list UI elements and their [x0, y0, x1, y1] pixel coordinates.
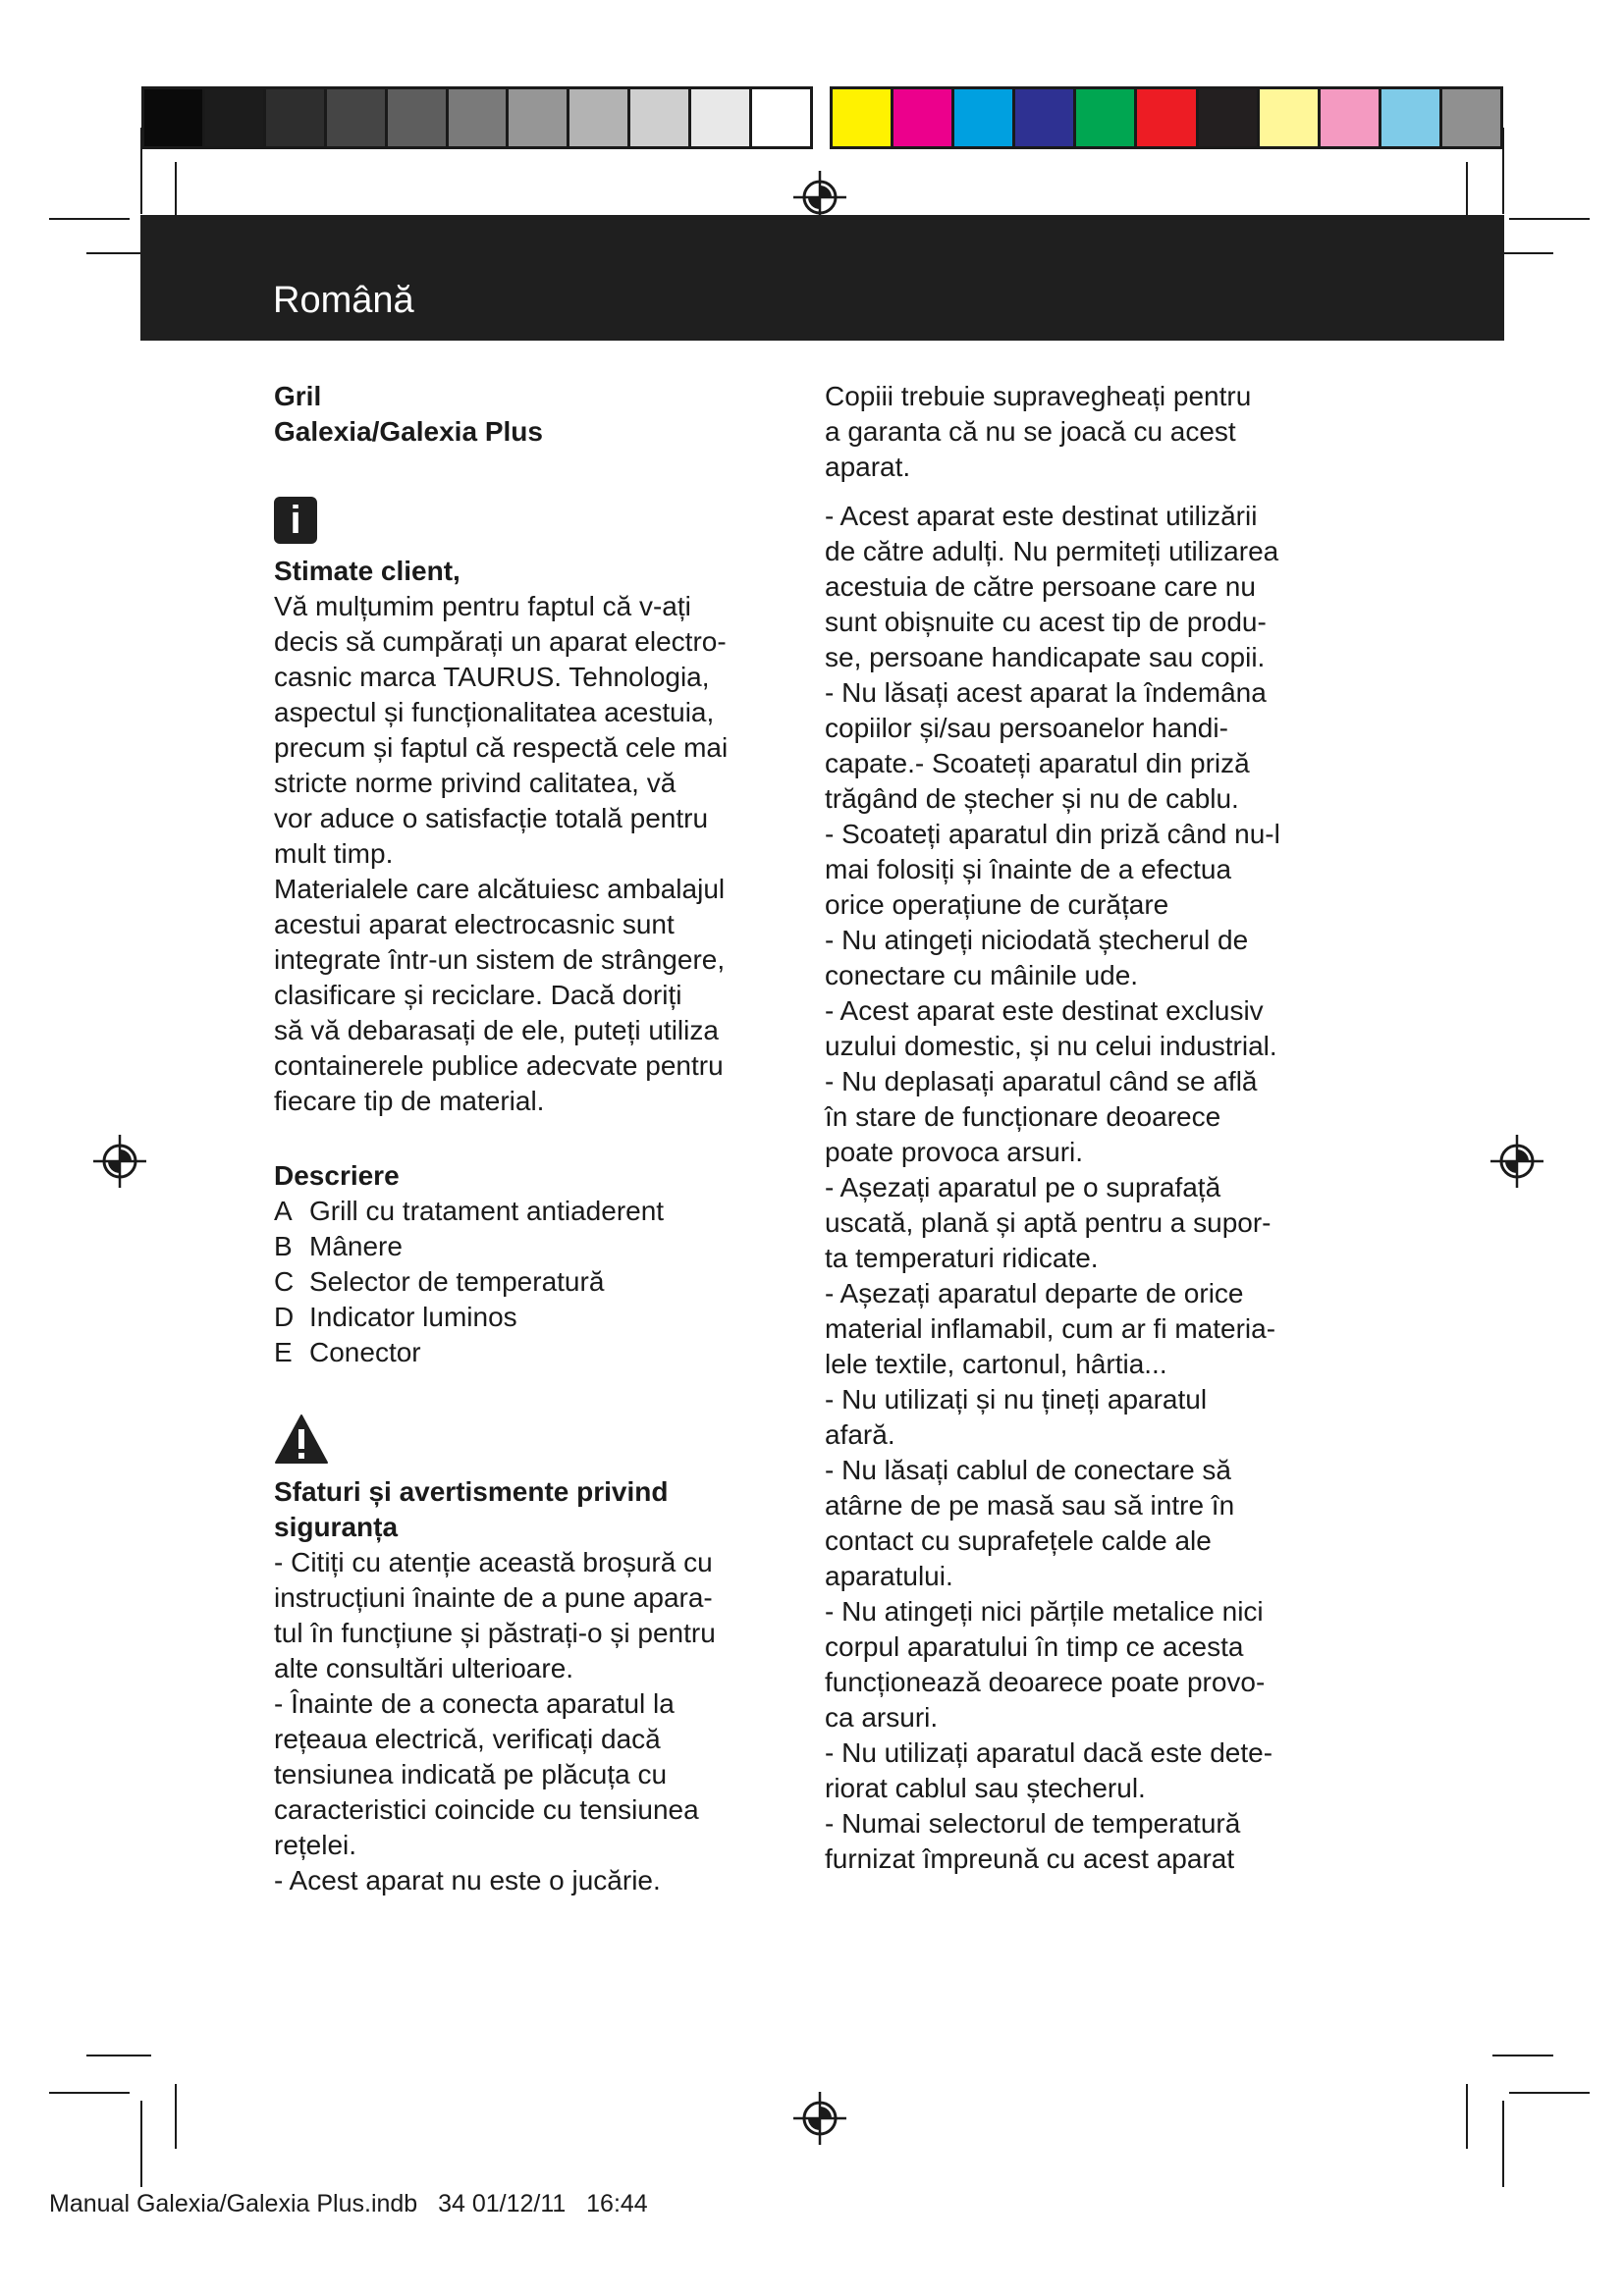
color-calibration-bar	[830, 86, 1503, 149]
description-item	[274, 1229, 785, 1264]
text-line: - Acest aparat nu este o jucărie.	[274, 1865, 661, 1896]
text-line: funcționează deoarece poate provo-	[825, 1667, 1266, 1697]
text-line: conectare cu mâinile ude.	[825, 960, 1139, 990]
text-line: - Numai selectorul de temperatură	[825, 1808, 1241, 1839]
text-line: tensiunea indicată pe plăcuța cu	[274, 1759, 668, 1789]
color-swatch	[1381, 89, 1442, 146]
color-swatch	[1260, 89, 1321, 146]
text-line: acestuia de către persoane care nu	[825, 571, 1256, 602]
text-line: clasificare și reciclare. Dacă doriți	[274, 980, 682, 1010]
text-line: - Înainte de a conecta aparatul la	[274, 1688, 675, 1719]
text-line: ta temperaturi ridicate.	[825, 1243, 1099, 1273]
gray-swatch	[266, 89, 327, 146]
text-line: Copiii trebuie supravegheați pentru	[825, 381, 1252, 411]
description-item	[274, 1335, 785, 1370]
text-line: în stare de funcționare deoarece	[825, 1101, 1221, 1132]
text-line: - Nu utilizați și nu țineți aparatul	[825, 1384, 1208, 1415]
registration-mark-icon	[1490, 1135, 1543, 1188]
text-line: mult timp.	[274, 838, 394, 869]
children-supervision-text	[825, 379, 1335, 485]
text-line: - Nu atingeți nici părțile metalice nici	[825, 1596, 1264, 1627]
color-swatch	[893, 89, 954, 146]
text-line: să vă debarasați de ele, puteți utiliza	[274, 1015, 719, 1045]
safety-title-line1: Sfaturi și avertismente privind	[274, 1476, 669, 1507]
text-line: integrate într-un sistem de strângere,	[274, 944, 726, 975]
text-line: sunt obișnuite cu acest tip de produ-	[825, 607, 1267, 637]
text-line: trăgând de ștecher și nu de cablu.	[825, 783, 1239, 814]
text-line: furnizat împreună cu acest aparat	[825, 1843, 1235, 1874]
safety-title-line2: siguranța	[274, 1512, 399, 1542]
text-line: - Nu atingeți niciodată ștecherul de	[825, 925, 1249, 955]
text-line: uscată, plană și aptă pentru a supor-	[825, 1207, 1272, 1238]
text-line: aparat.	[825, 452, 911, 482]
crop-mark	[1509, 218, 1590, 220]
text-line: contact cu suprafețele calde ale	[825, 1525, 1212, 1556]
text-line: ca arsuri.	[825, 1702, 939, 1733]
safety-text	[274, 1545, 785, 1898]
left-column	[274, 379, 785, 1898]
gray-swatch	[509, 89, 569, 146]
text-line: aspectul și funcționalitatea acestuia,	[274, 697, 715, 727]
text-line: casnic marca TAURUS. Tehnologia,	[274, 662, 710, 692]
color-swatch	[1442, 89, 1500, 146]
text-line: Materialele care alcătuiesc ambalajul	[274, 874, 726, 904]
gray-swatch	[569, 89, 630, 146]
text-line: containerele publice adecvate pentru	[274, 1050, 724, 1081]
description-text: Indicator luminos	[309, 1302, 517, 1332]
description-letter: A	[274, 1196, 293, 1226]
product-type: Gril	[274, 381, 322, 411]
color-swatch	[954, 89, 1015, 146]
text-line: se, persoane handicapate sau copii.	[825, 642, 1266, 672]
text-line: mai folosiți și înainte de a efectua	[825, 854, 1232, 884]
text-line: aparatului.	[825, 1561, 953, 1591]
text-line: afară.	[825, 1419, 895, 1450]
crop-mark	[1502, 128, 1504, 214]
description-letter: B	[274, 1231, 293, 1261]
gray-swatch	[327, 89, 388, 146]
text-line: uzului domestic, și nu celui industrial.	[825, 1031, 1277, 1061]
text-line: - Așezați aparatul pe o suprafață	[825, 1172, 1221, 1202]
gray-swatch	[205, 89, 266, 146]
text-line: vor aduce o satisfacție totală pentru	[274, 803, 709, 833]
text-line: de către adulți. Nu permiteți utilizarea	[825, 536, 1279, 566]
text-line: capate.- Scoateți aparatul din priză	[825, 748, 1250, 778]
description-item	[274, 1300, 785, 1335]
text-line: - Scoateți aparatul din priză când nu-l	[825, 819, 1280, 849]
crop-mark	[1466, 2084, 1468, 2149]
greeting: Stimate client,	[274, 556, 460, 586]
text-line: alte consultări ulterioare.	[274, 1653, 574, 1683]
text-line: stricte norme privind calitatea, vă	[274, 768, 677, 798]
crop-mark	[175, 2084, 177, 2149]
color-swatch	[833, 89, 893, 146]
text-line: copiilor și/sau persoanelor handi-	[825, 713, 1228, 743]
text-line: - Așezați aparatul departe de orice	[825, 1278, 1244, 1308]
slug-date: 01/12/11	[471, 2190, 567, 2217]
grayscale-calibration-bar	[141, 86, 813, 149]
text-line: a garanta că nu se joacă cu acest	[825, 416, 1236, 447]
color-swatch	[1321, 89, 1381, 146]
intro-text	[274, 589, 785, 1119]
gray-swatch	[449, 89, 510, 146]
gray-swatch	[691, 89, 752, 146]
color-swatch	[1076, 89, 1137, 146]
description-item	[274, 1264, 785, 1300]
description-text: Selector de temperatură	[309, 1266, 605, 1297]
text-line: poate provoca arsuri.	[825, 1137, 1084, 1167]
description-text: Grill cu tratament antiaderent	[309, 1196, 665, 1226]
description-letter: C	[274, 1266, 295, 1297]
description-letter: E	[274, 1337, 293, 1367]
text-line: - Acest aparat este destinat exclusiv	[825, 995, 1264, 1026]
description-title: Descriere	[274, 1160, 400, 1191]
crop-mark	[86, 2055, 151, 2056]
gray-swatch	[388, 89, 449, 146]
text-line: lele textile, cartonul, hârtia...	[825, 1349, 1167, 1379]
text-line: - Acest aparat este destinat utilizării	[825, 501, 1258, 531]
text-line: atârne de pe masă sau să intre în	[825, 1490, 1235, 1521]
language-header-band	[140, 215, 1504, 341]
text-line: instrucțiuni înainte de a pune apara-	[274, 1582, 713, 1613]
color-swatch	[1199, 89, 1260, 146]
description-letter: D	[274, 1302, 295, 1332]
text-line: precum și faptul că respectă cele mai	[274, 732, 729, 763]
description-text: Mânere	[309, 1231, 403, 1261]
text-line: material inflamabil, cum ar fi materia-	[825, 1313, 1276, 1344]
gray-swatch	[752, 89, 810, 146]
slug-page: 34	[438, 2190, 465, 2217]
crop-mark	[1509, 2092, 1590, 2094]
crop-mark	[140, 128, 142, 214]
crop-mark	[49, 218, 130, 220]
crop-mark	[1502, 2101, 1504, 2187]
color-swatch	[1015, 89, 1076, 146]
right-column	[825, 379, 1335, 1877]
product-model: Galexia/Galexia Plus	[274, 416, 543, 447]
text-line: rețelei.	[274, 1830, 357, 1860]
text-line: Vă mulțumim pentru faptul că v-ați	[274, 591, 691, 621]
text-line: caracteristici coincide cu tensiunea	[274, 1794, 699, 1825]
crop-mark	[140, 2101, 142, 2187]
registration-mark-icon	[93, 1135, 146, 1188]
text-line: - Nu lăsați cablul de conectare să	[825, 1455, 1231, 1485]
text-line: riorat cablul sau ștecherul.	[825, 1773, 1146, 1803]
print-slug-line	[49, 2190, 648, 2218]
text-line: - Citiți cu atenție această broșură cu	[274, 1547, 713, 1577]
description-item	[274, 1194, 785, 1229]
text-line: - Nu deplasați aparatul când se află	[825, 1066, 1258, 1096]
text-line: tul în funcțiune și păstrați-o și pentru	[274, 1618, 716, 1648]
warning-icon	[274, 1414, 329, 1465]
slug-file: Manual Galexia/Galexia Plus.indb	[49, 2190, 418, 2217]
text-line: decis să cumpărați un aparat electro-	[274, 626, 727, 657]
text-line: - Nu lăsați acest aparat la îndemâna	[825, 677, 1267, 708]
gray-swatch	[630, 89, 691, 146]
language-title: Română	[273, 280, 414, 321]
text-line: acestui aparat electrocasnic sunt	[274, 909, 675, 939]
crop-mark	[1492, 2055, 1553, 2056]
registration-mark-icon	[793, 2092, 846, 2145]
safety-warnings-text	[825, 499, 1335, 1877]
text-line: orice operațiune de curățare	[825, 889, 1169, 920]
text-line: rețeaua electrică, verificați dacă	[274, 1724, 661, 1754]
description-text: Conector	[309, 1337, 421, 1367]
gray-swatch	[144, 89, 205, 146]
slug-time: 16:44	[586, 2190, 648, 2217]
text-line: - Nu utilizați aparatul dacă este dete-	[825, 1737, 1273, 1768]
text-line: corpul aparatului în timp ce acesta	[825, 1631, 1244, 1662]
crop-mark	[49, 2092, 130, 2094]
description-list	[274, 1194, 785, 1370]
text-line: fiecare tip de material.	[274, 1086, 545, 1116]
info-icon: i	[274, 497, 317, 544]
color-swatch	[1137, 89, 1198, 146]
